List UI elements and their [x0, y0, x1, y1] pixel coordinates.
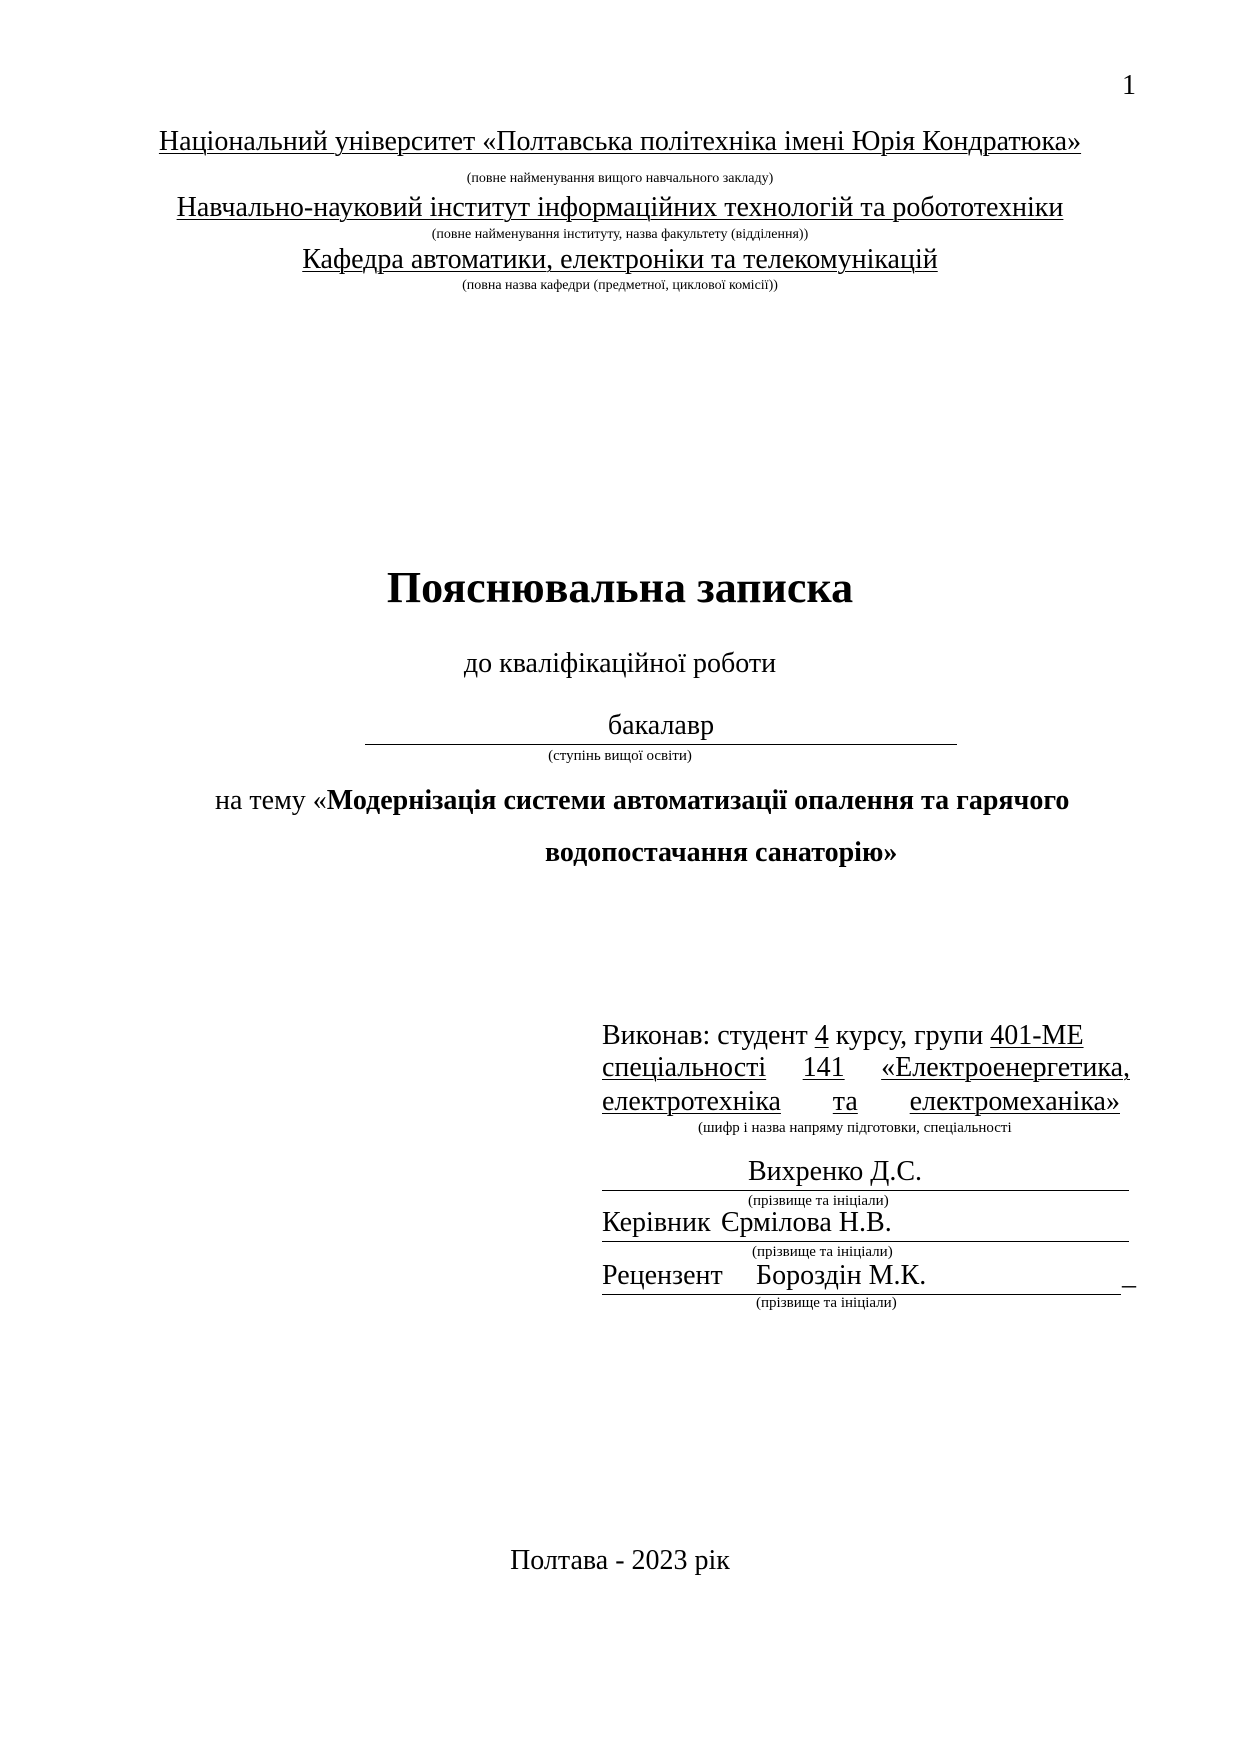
degree-field: бакалавр	[365, 710, 957, 745]
student-caption: (прізвище та ініціали)	[748, 1193, 889, 1209]
document-subtitle: до кваліфікаційної роботи	[463, 648, 777, 679]
university-name: Національний університет «Полтавська політехніка імені Юрія Кондратюка»	[158, 126, 1082, 157]
degree-caption: (ступінь вищої освіти)	[548, 748, 692, 764]
reviewer-caption: (прізвище та ініціали)	[756, 1295, 897, 1311]
student-name-field: Вихренко Д.С.	[602, 1156, 1129, 1191]
document-title: Пояснювальна записка	[386, 563, 854, 612]
department-name: Кафедра автоматики, електроніки та телекомунікацій	[302, 244, 938, 275]
page-number: 1	[1122, 70, 1136, 101]
city-year: Полтава - 2023 рік	[510, 1545, 730, 1576]
reviewer-line-tail: _	[1122, 1260, 1136, 1291]
institute-caption: (повне найменування інституту, назва факультету (відділення))	[431, 227, 809, 242]
specialty-caption: (шифр і назва напряму підготовки, спеціальності	[698, 1120, 1012, 1136]
reviewer-field: Рецензент Бороздін М.К.	[602, 1260, 1121, 1295]
topic-line-1: на тему «Модернізація системи автоматизації опалення та гарячого	[215, 785, 1070, 816]
specialty-line-1: спеціальності 141 «Електроенергетика,	[602, 1052, 1130, 1083]
university-caption: (повне найменування вищого навчального закладу)	[466, 171, 774, 186]
topic-line-2: водопостачання санаторію»	[545, 837, 898, 868]
performed-by-line: Виконав: студент 4 курсу, групи 401-МЕ	[602, 1020, 1084, 1051]
institute-name: Навчально-науковий інститут інформаційних технологій та робототехніки	[176, 192, 1064, 223]
supervisor-field: Керівник Єрмілова Н.В.	[602, 1207, 1129, 1242]
specialty-line-2: електротехніка та електромеханіка»	[602, 1086, 1120, 1117]
supervisor-caption: (прізвище та ініціали)	[752, 1244, 893, 1260]
department-caption: (повна назва кафедри (предметної, циклової комісії))	[462, 278, 778, 293]
